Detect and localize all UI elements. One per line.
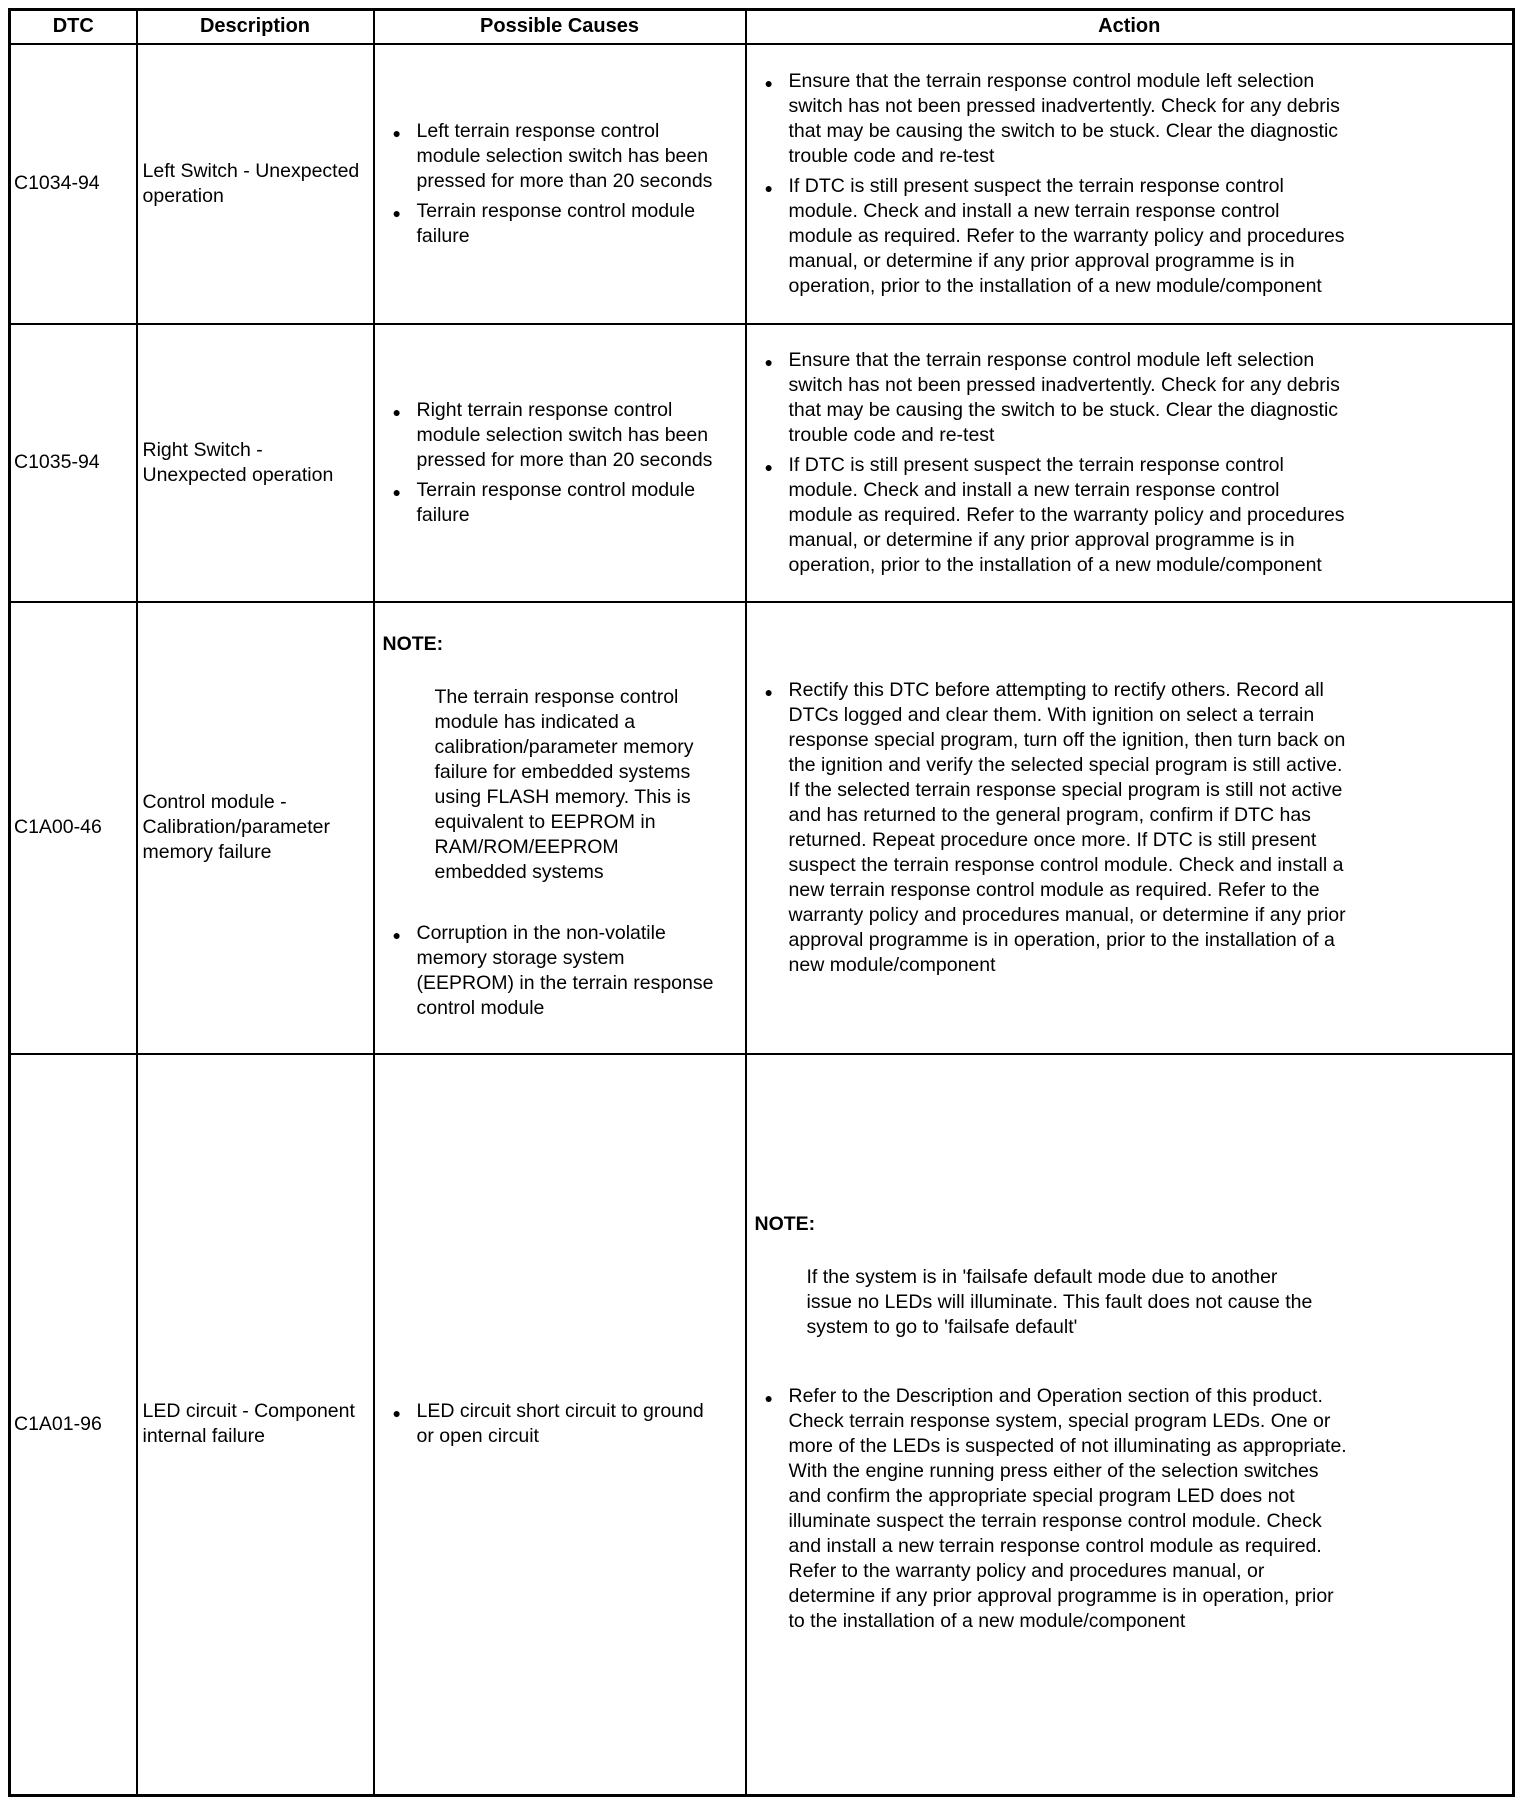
bullet-icon: ● [392, 403, 401, 420]
bullet-text: LED circuit short circuit to ground or open circuit [416, 1400, 704, 1448]
note-label: NOTE: [382, 632, 444, 655]
action-cell [746, 324, 1514, 602]
bullet-item [755, 1384, 1505, 1634]
table-row [10, 324, 1514, 602]
bullet-text: Refer to the Description and Operation section of this product. Check terrain response system, special program LEDs. One or more of the LEDs is suspected of not illuminating as appropriate. With the engine running press either of the selection switches and confirm the appropriate special program LED does not illuminate suspect the terrain response control module. Check and install a new terrain response control module as required. Refer to the warranty policy and procedures manual, or determine if any prior approval programme is in operation, prior to the installation of a new module/component [788, 1384, 1347, 1632]
header-description: Description [137, 10, 374, 44]
note-text: The terrain response control module has indicated a calibration/parameter memory failure for embedded systems using FLASH memory. This is equivalent to EEPROM in RAM/ROM/EEPROM embedded systems [434, 685, 694, 883]
description-cell: LED circuit - Component internal failure [137, 1054, 374, 1796]
bullet-item [383, 119, 737, 194]
table-row [10, 602, 1514, 1054]
bullet-text: If DTC is still present suspect the terrain response control module. Check and install a new terrain response control module as required. Refer to the warranty policy and procedures manual, or determine if any prior approval programme is in operation, prior to the installation of a new module/component [788, 453, 1345, 576]
bullet-item [383, 921, 737, 1021]
bullet-item [755, 453, 1505, 578]
bullet-icon: ● [392, 1405, 401, 1422]
bullet-text: Right terrain response control module selection switch has been pressed for more than 20 seconds [416, 398, 713, 471]
bullet-text: Left terrain response control module selection switch has been pressed for more than 20 seconds [416, 119, 713, 192]
description-cell: Right Switch - Unexpected operation [137, 324, 374, 602]
dtc-code-cell: C1A01-96 [10, 1054, 137, 1796]
bullet-text: Corruption in the non-volatile memory storage system (EEPROM) in the terrain response control module [416, 921, 714, 1019]
bullet-icon: ● [392, 926, 401, 943]
possible-causes-cell [374, 1054, 746, 1796]
bullet-icon: ● [764, 74, 773, 91]
bullet-icon: ● [392, 483, 401, 500]
header-dtc: DTC [10, 10, 137, 44]
bullet-item [383, 398, 737, 473]
bullet-item [755, 69, 1505, 169]
bullet-icon: ● [764, 683, 773, 700]
dtc-code-cell: C1035-94 [10, 324, 137, 602]
description-cell: Control module - Calibration/parameter memory failure [137, 602, 374, 1054]
bullet-text: Terrain response control module failure [416, 199, 696, 247]
bullet-item [383, 1399, 737, 1449]
bullet-icon: ● [392, 204, 401, 221]
bullet-icon: ● [764, 179, 773, 196]
header-action: Action [746, 10, 1514, 44]
note-text: If the system is in 'failsafe default mode due to another issue no LEDs will illuminate. This fault does not cause the system to go to 'failsafe default' [806, 1265, 1313, 1338]
action-cell [746, 44, 1514, 324]
bullet-item [383, 199, 737, 249]
table-body [10, 44, 1514, 1796]
description-cell: Left Switch - Unexpected operation [137, 44, 374, 324]
dtc-table [8, 8, 1515, 1797]
bullet-item [755, 678, 1505, 978]
bullet-text: Rectify this DTC before attempting to rectify others. Record all DTCs logged and clear them. With ignition on select a terrain response special program, turn off the ignition, then turn back on the ignition and verify the selected special program is still active. If the selected terrain response special program is still not active and has returned to the general program, confirm if DTC has returned. Repeat procedure once more. If DTC is still present suspect the terrain response control module. Check and install a new terrain response control module as required. Refer to the warranty policy and procedures manual, or determine if any prior approval programme is in operation, prior to the installation of a new module/component [788, 678, 1346, 976]
bullet-item [383, 478, 737, 528]
bullet-text: Ensure that the terrain response control module left selection switch has not been pressed inadvertently. Check for any debris that may be causing the switch to be stuck. Clear the diagnostic trouble code and re-test [788, 348, 1340, 446]
bullet-text: Terrain response control module failure [416, 478, 696, 526]
bullet-icon: ● [392, 124, 401, 141]
possible-causes-cell [374, 44, 746, 324]
dtc-code-cell: C1034-94 [10, 44, 137, 324]
note-label: NOTE: [754, 1212, 816, 1235]
bullet-text: Ensure that the terrain response control module left selection switch has not been pressed inadvertently. Check for any debris that may be causing the switch to be stuck. Clear the diagnostic trouble code and re-test [788, 69, 1340, 167]
bullet-icon: ● [764, 1389, 773, 1406]
possible-causes-cell [374, 324, 746, 602]
action-cell [746, 602, 1514, 1054]
bullet-item [755, 174, 1505, 299]
dtc-code-cell: C1A00-46 [10, 602, 137, 1054]
table-header-row [10, 10, 1514, 44]
table-row [10, 1054, 1514, 1796]
bullet-text: If DTC is still present suspect the terrain response control module. Check and install a new terrain response control module as required. Refer to the warranty policy and procedures manual, or determine if any prior approval programme is in operation, prior to the installation of a new module/component [788, 174, 1345, 297]
bullet-item [755, 348, 1505, 448]
bullet-icon: ● [764, 458, 773, 475]
table-row [10, 44, 1514, 324]
possible-causes-cell [374, 602, 746, 1054]
header-possible-causes: Possible Causes [374, 10, 746, 44]
action-cell [746, 1054, 1514, 1796]
bullet-icon: ● [764, 353, 773, 370]
